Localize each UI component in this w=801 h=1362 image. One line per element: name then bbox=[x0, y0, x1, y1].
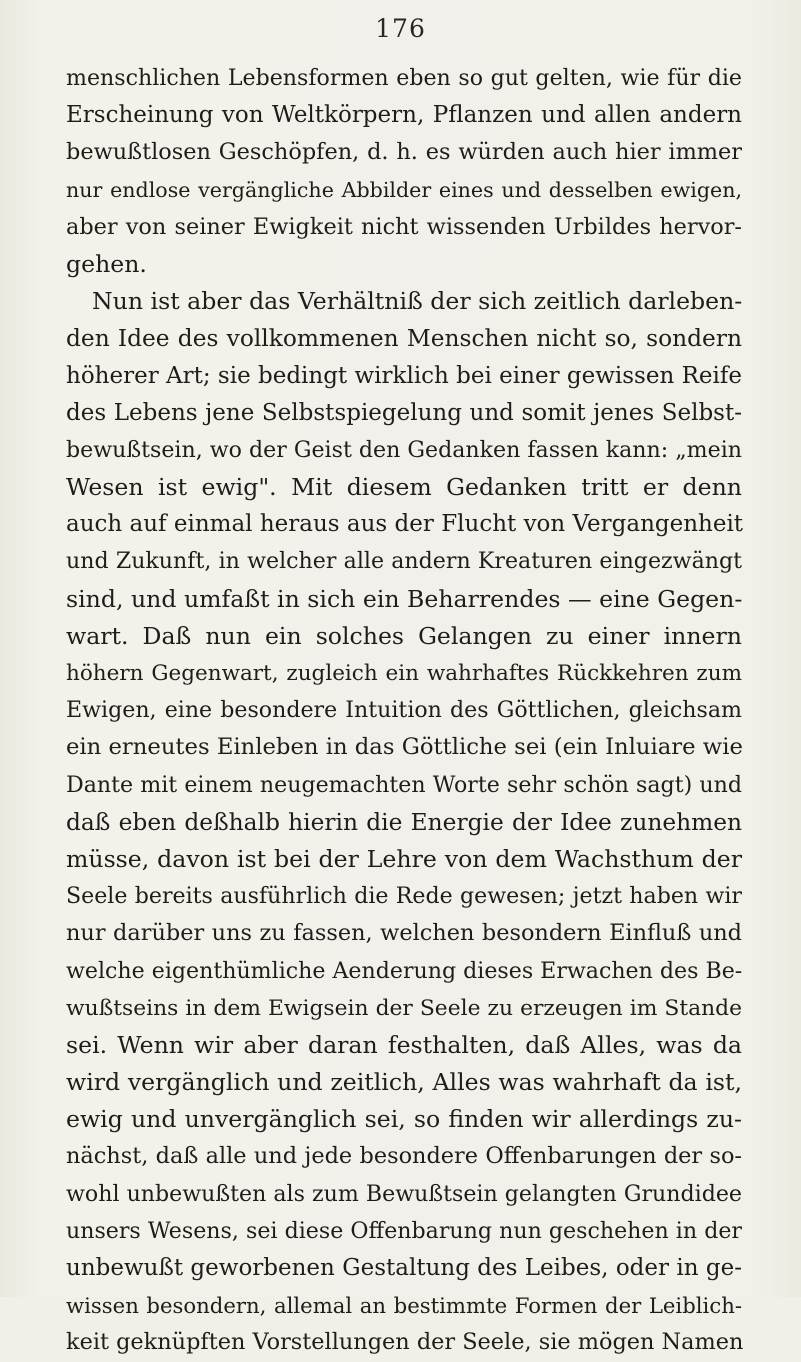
text-line: wohl unbewußten als zum Bewußtsein gelangten Grundidee bbox=[66, 1180, 742, 1207]
text-line: unsers Wesens, sei diese Offenbarung nun geschehen in der bbox=[66, 1217, 742, 1244]
text-line: höhern Gegenwart, zugleich ein wahrhaftes Rückkehren zum bbox=[66, 661, 742, 686]
text-line: Dante mit einem neugemachten Worte sehr schön sagt) und bbox=[66, 771, 742, 798]
text-line: welche eigenthümliche Aenderung dieses Erwachen des Be- bbox=[66, 957, 743, 984]
text-line: den Idee des vollkommenen Menschen nicht so, sondern bbox=[66, 325, 742, 353]
text-line: Seele bereits ausführlich die Rede gewesen; jetzt haben wir bbox=[66, 883, 742, 910]
text-line: bewußtsein, wo der Geist den Gedanken fassen kann: „mein bbox=[66, 436, 742, 463]
text-line: keit geknüpften Vorstellungen der Seele, sie mögen Namen bbox=[66, 1329, 744, 1356]
text-line: Ewigen, eine besondere Intuition des Göttlichen, gleichsam bbox=[66, 697, 742, 724]
text-line: bewußtlosen Geschöpfen, d. h. es würden auch hier immer bbox=[66, 139, 742, 166]
text-line: gehen. bbox=[66, 249, 147, 278]
page-number: 176 bbox=[375, 14, 426, 43]
text-line: daß eben deßhalb hierin die Energie der Idee zunehmen bbox=[66, 808, 742, 836]
text-line: ein erneutes Einleben in das Göttliche sei (ein Inluiare wie bbox=[66, 734, 743, 761]
text-line: Erscheinung von Weltkörpern, Pflanzen und allen andern bbox=[66, 102, 742, 129]
text-line: höherer Art; sie bedingt wirklich bei einer gewissen Reife bbox=[66, 362, 743, 389]
text-line: nur endlose vergängliche Abbilder eines und desselben ewigen, bbox=[66, 177, 742, 202]
text-line: unbewußt geworbenen Gestaltung des Leibes, oder in ge- bbox=[66, 1255, 742, 1281]
text-line: sei. Wenn wir aber daran festhalten, daß Alles, was da bbox=[66, 1030, 742, 1059]
text-line: wart. Daß nun ein solches Gelangen zu einer innern bbox=[66, 621, 742, 650]
text-line: ewig und unvergänglich sei, so finden wir allerdings zu- bbox=[66, 1105, 742, 1134]
text-line: und Zukunft, in welcher alle andern Kreaturen eingezwängt bbox=[66, 548, 742, 575]
text-line: auch auf einmal heraus aus der Flucht von Vergangenheit bbox=[66, 511, 744, 538]
text-line: des Lebens jene Selbstspiegelung und somit jenes Selbst- bbox=[66, 399, 742, 426]
text-line: nächst, daß alle und jede besondere Offenbarungen der so- bbox=[66, 1143, 742, 1170]
text-line: müsse, davon ist bei der Lehre von dem Wachsthum der bbox=[66, 844, 742, 873]
text-line: sind, und umfaßt in sich ein Beharrendes — eine Gegen- bbox=[66, 584, 743, 613]
paragraph-start-line: Nun ist aber das Verhältniß der sich zeitlich darleben- bbox=[92, 287, 743, 316]
text-line: wissen besondern, allemal an bestimmte Formen der Leiblich- bbox=[66, 1293, 742, 1319]
text-line: wird vergänglich und zeitlich, Alles was wahrhaft da ist, bbox=[66, 1068, 742, 1097]
text-line: Wesen ist ewig". Mit diesem Gedanken tritt er denn bbox=[66, 473, 742, 502]
text-line: wußtseins in dem Ewigsein der Seele zu erzeugen im Stande bbox=[66, 995, 742, 1021]
text-line: menschlichen Lebensformen eben so gut gelten, wie für die bbox=[66, 65, 742, 91]
text-line: aber von seiner Ewigkeit nicht wissenden Urbildes hervor- bbox=[66, 213, 742, 240]
text-line: nur darüber uns zu fassen, welchen besondern Einfluß und bbox=[66, 920, 742, 947]
body-text bbox=[66, 60, 742, 1362]
